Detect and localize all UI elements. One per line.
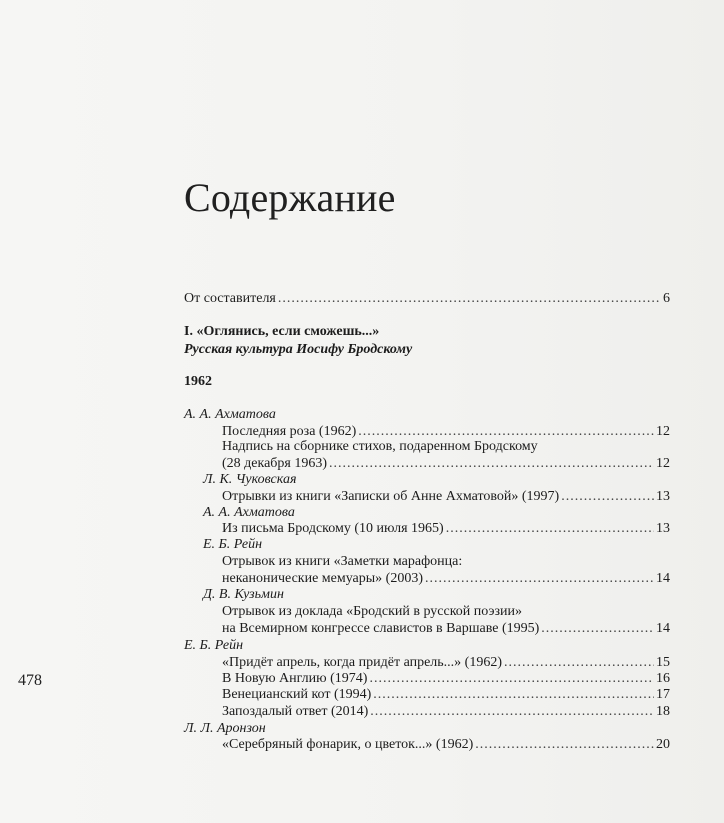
toc-leader-dots [373, 686, 654, 704]
toc-entry-page: 6 [663, 291, 670, 306]
toc-entry-title: Отрывки из книги «Записки об Анне Ахматовой» (1997) [222, 489, 560, 504]
toc-entry-page: 16 [656, 671, 670, 686]
toc-entry-page: 15 [656, 655, 670, 670]
toc-leader-dots [541, 620, 654, 638]
toc-entry-title: Запоздалый ответ (2014) [222, 704, 369, 719]
toc-entry-page: 14 [656, 571, 670, 586]
toc-entry-page: 20 [656, 737, 670, 752]
toc-entry-preface[interactable] [184, 290, 670, 308]
toc-entry[interactable] [222, 703, 670, 721]
author-name: А. А. Ахматова [184, 407, 276, 422]
toc-entry-title: на Всемирном конгрессе славистов в Варшаве (1995) [222, 621, 540, 636]
toc-leader-dots [370, 703, 654, 721]
toc-entry-page: 17 [656, 687, 670, 702]
author-name: Л. Л. Аронзон [184, 721, 266, 736]
author-name: Е. Б. Рейн [184, 638, 244, 653]
toc-entry-title: неканонические мемуары» (2003) [222, 571, 424, 586]
toc-entry-title: От составителя [184, 291, 276, 306]
toc-entry-page: 12 [656, 424, 670, 439]
page-title: Содержание [184, 175, 396, 220]
toc-entry[interactable] [222, 686, 670, 704]
author-name: Л. К. Чуковская [203, 472, 297, 487]
toc-entry-page: 12 [656, 456, 670, 471]
year-heading: 1962 [184, 374, 212, 389]
toc-entry-title: Венецианский кот (1994) [222, 687, 372, 702]
toc-entry[interactable] [222, 570, 670, 588]
toc-entry-page: 13 [656, 521, 670, 536]
toc-leader-dots [561, 488, 654, 506]
toc-leader-dots [425, 570, 654, 588]
toc-entry-title: Последняя роза (1962) [222, 424, 357, 439]
toc-entry-title: Из письма Бродскому (10 июля 1965) [222, 521, 444, 536]
toc-entry-page: 13 [656, 489, 670, 504]
toc-entry-title-line[interactable]: Отрывок из книги «Заметки марафонца: [222, 554, 463, 569]
toc-entry-page: 14 [656, 621, 670, 636]
section-subheading: Русская культура Иосифу Бродскому [184, 342, 413, 357]
section-heading: I. «Оглянись, если сможешь...» [184, 324, 380, 339]
toc-entry[interactable] [222, 520, 670, 538]
author-name: Е. Б. Рейн [203, 537, 263, 552]
toc-leader-dots [329, 455, 654, 473]
toc-entry-title: «Придёт апрель, когда придёт апрель...» (1962) [222, 655, 503, 670]
toc-leader-dots [475, 736, 654, 754]
author-name: А. А. Ахматова [203, 505, 295, 520]
toc-entry-page: 18 [656, 704, 670, 719]
toc-leader-dots [278, 290, 661, 308]
page-number: 478 [18, 672, 42, 689]
toc-entry-title-line[interactable]: Надпись на сборнике стихов, подаренном Бродскому [222, 439, 538, 454]
toc-leader-dots [446, 520, 654, 538]
toc-entry-title: В Новую Англию (1974) [222, 671, 368, 686]
toc-entry-title: (28 декабря 1963) [222, 456, 328, 471]
toc-entry[interactable] [222, 736, 670, 754]
toc-entry-title-line[interactable]: Отрывок из доклада «Бродский в русской поэзии» [222, 604, 522, 619]
author-name: Д. В. Кузьмин [203, 587, 284, 602]
toc-entry-title: «Серебряный фонарик, о цветок...» (1962) [222, 737, 474, 752]
toc-entry[interactable] [222, 620, 670, 638]
